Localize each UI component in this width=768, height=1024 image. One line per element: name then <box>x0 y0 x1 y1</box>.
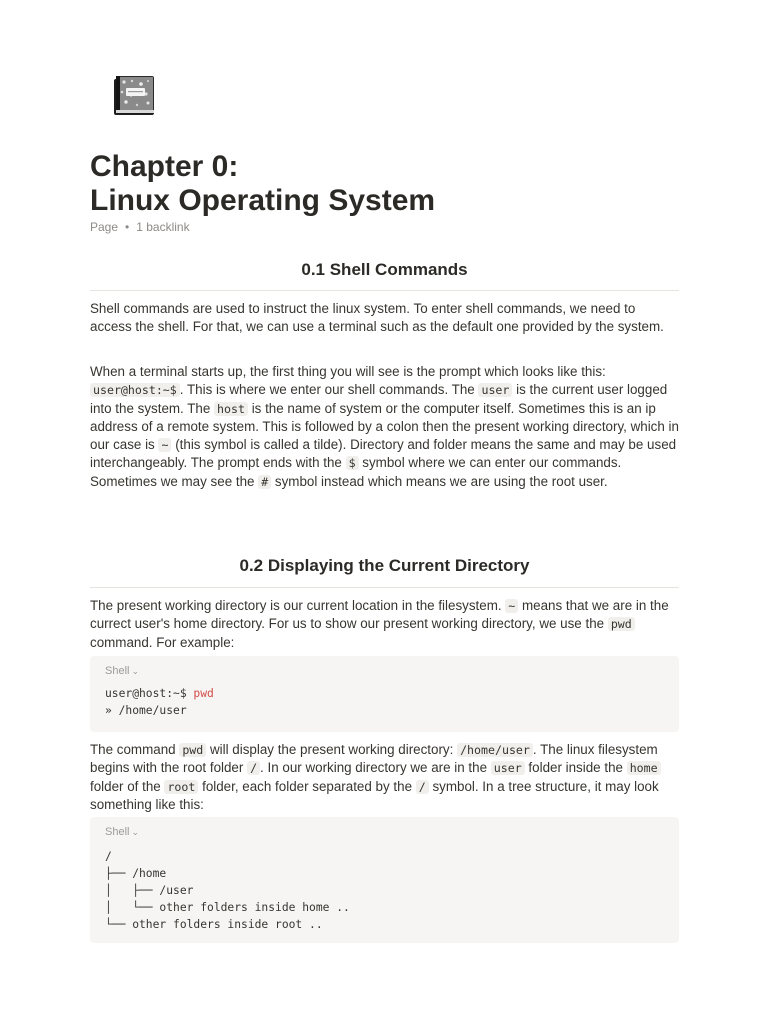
paragraph-shell-intro: Shell commands are used to instruct the linux system. To enter shell commands, we need to access the shell. For that, we can use a terminal such as the default one provided by the system. <box>90 301 664 335</box>
text-span: symbol instead which means we are using the root user. <box>271 473 608 489</box>
text-span: (this symbol is called a tilde). Directory and folder means the same and may be used interchangeably. The prompt ends with the <box>90 437 677 471</box>
section-heading-shell-commands: 0.1 Shell Commands <box>301 260 468 279</box>
text-span: . The linux filesystem begins with the root folder <box>90 742 658 776</box>
inline-code-hash: # <box>258 475 271 489</box>
section-divider <box>90 587 679 588</box>
inline-code-home-user: /home/user <box>457 743 533 757</box>
inline-code-pwd: pwd <box>608 617 635 631</box>
text-span: The present working directory is our current location in the filesystem. <box>90 598 506 613</box>
page-type-label: Page <box>90 220 119 234</box>
code-command: pwd <box>193 687 214 700</box>
text-span: When a terminal starts up, the first thing you will see is the prompt which looks like this: <box>90 364 606 379</box>
inline-code-user: user <box>491 761 525 775</box>
text-span: will display the present working directory: <box>206 742 458 757</box>
chevron-down-icon: ⌄ <box>131 827 140 837</box>
paragraph-prompt-explanation <box>90 363 680 491</box>
text-span: folder of the <box>90 778 165 794</box>
backlinks-link[interactable]: 1 backlink <box>136 220 190 234</box>
tree-line: │ ├── /user <box>105 884 194 897</box>
text-span: The command <box>90 742 180 757</box>
inline-code-dollar: $ <box>346 456 359 470</box>
paragraph-pwd-intro <box>90 597 680 652</box>
inline-code-root-slash: / <box>247 761 260 775</box>
text-span: folder, each folder separated by the <box>198 778 416 794</box>
code-content <box>105 848 350 933</box>
code-content <box>105 685 214 719</box>
chevron-down-icon: ⌄ <box>131 666 140 676</box>
text-span: is the name of system or the computer itself. Sometimes this is an ip address of a remote system. This is followed by a colon then the present working directory, which in our case is <box>90 400 679 453</box>
inline-code-pwd: pwd <box>179 743 206 757</box>
code-language-selector[interactable] <box>105 826 139 838</box>
text-span: symbol where we can enter our commands. Sometimes we may see the <box>90 455 622 489</box>
inline-code-slash: / <box>416 780 429 794</box>
inline-code-user: user <box>478 383 512 397</box>
section-divider <box>90 290 679 291</box>
text-span: . This is where we enter our shell commands. The <box>179 382 479 398</box>
notebook-icon[interactable] <box>110 72 160 118</box>
inline-code-root: root <box>164 780 198 794</box>
page-title-line-2: Linux Operating System <box>90 184 436 217</box>
meta-separator: • <box>125 220 130 234</box>
tree-line: │ └── other folders inside home .. <box>105 901 350 914</box>
inline-code-home: home <box>627 761 661 775</box>
code-language-label: Shell <box>105 665 130 677</box>
text-span: symbol. In a tree structure, it may look something like this: <box>90 778 659 812</box>
section-heading-current-directory: 0.2 Displaying the Current Directory <box>239 556 530 575</box>
inline-code-prompt: user@host:~$ <box>90 383 180 397</box>
inline-code-tilde: ~ <box>505 599 518 613</box>
code-prompt: user@host:~$ <box>105 687 194 700</box>
text-span: command. For example: <box>90 634 235 650</box>
tree-line: └── other folders inside root .. <box>105 918 323 931</box>
inline-code-tilde: ~ <box>158 438 171 452</box>
code-block-pwd[interactable] <box>90 656 679 732</box>
code-output: » /home/user <box>105 704 187 717</box>
text-span: . In our working directory we are in the <box>260 760 491 776</box>
page-title-line-1: Chapter 0: <box>90 150 239 183</box>
tree-line: / <box>105 850 112 863</box>
code-language-selector[interactable] <box>105 665 139 677</box>
page-title <box>90 150 435 218</box>
code-language-label: Shell <box>105 826 130 838</box>
paragraph-filesystem-explanation <box>90 741 680 814</box>
inline-code-host: host <box>214 402 248 416</box>
code-block-tree[interactable] <box>90 817 679 943</box>
text-span: means that we are in the currect user's home directory. For us to show our present working directory, we use the <box>90 598 669 632</box>
page-meta <box>90 220 190 234</box>
text-span: is the current user logged into the system. The <box>90 382 668 416</box>
text-span: folder inside the <box>524 760 627 776</box>
tree-line: ├── /home <box>105 867 167 880</box>
